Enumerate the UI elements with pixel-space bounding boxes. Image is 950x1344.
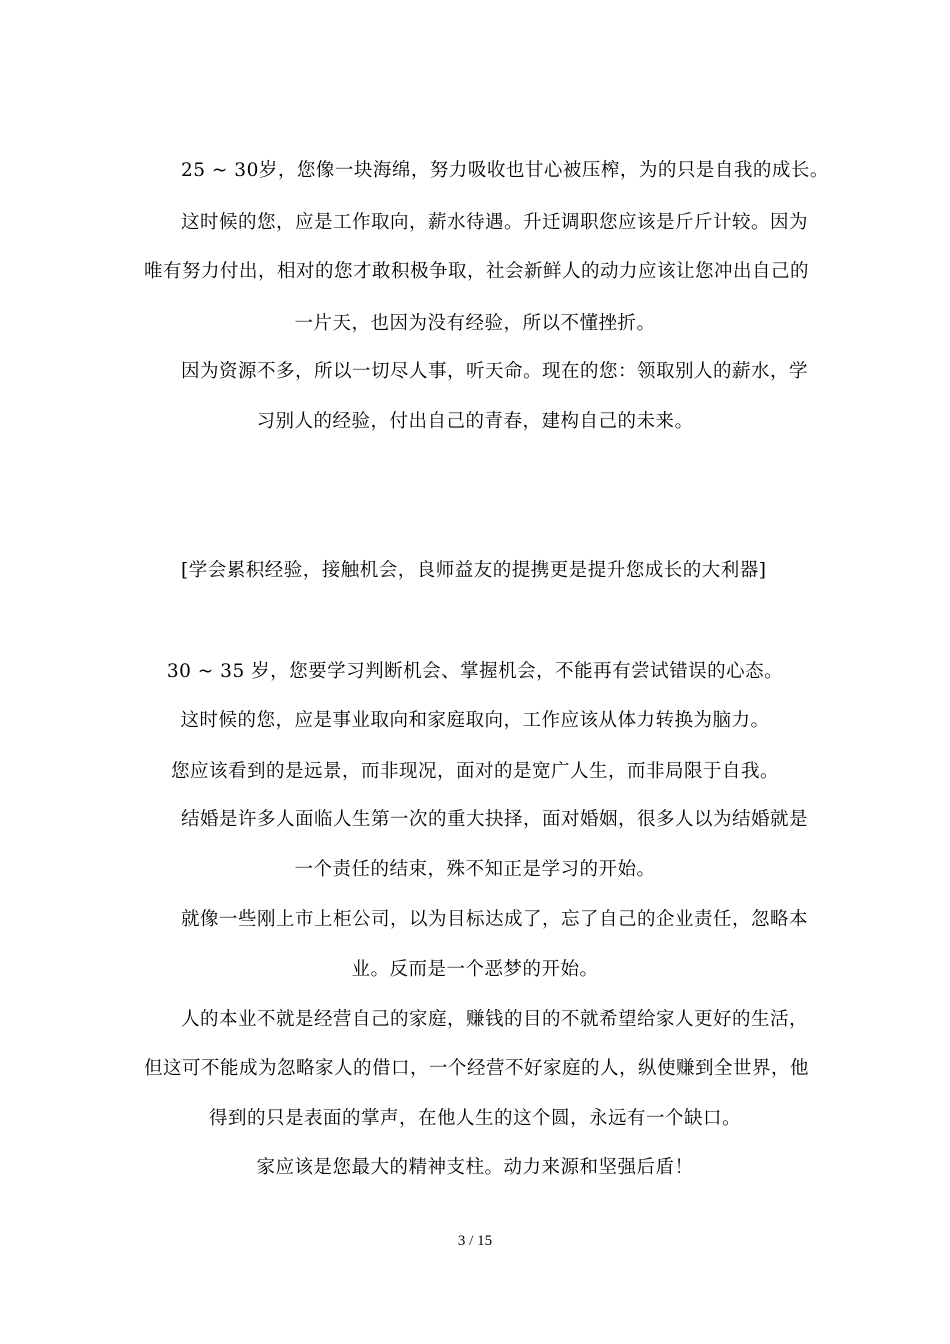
text-line: 得到的只是表面的掌声，在他人生的这个圆，永远有一个缺口。 <box>208 1108 741 1129</box>
text-line: 就像一些刚上市上柜公司，以为目标达成了，忘了自己的企业责任，忽略本 <box>181 909 809 930</box>
text-line: 唯有努力付出，相对的您才敢积极争取，社会新鲜人的动力应该让您冲出自己的 <box>144 261 810 282</box>
text-line: 人的本业不就是经营自己的家庭，赚钱的目的不就希望给家人更好的生活， <box>181 1009 809 1030</box>
text-line: 30 ~ 35 岁，您要学习判断机会、掌握机会，不能再有尝试错误的心态。 <box>166 661 784 682</box>
text-line: 一个责任的结束，殊不知正是学习的开始。 <box>294 859 656 880</box>
text-line: 您应该看到的是远景，而非现况，面对的是宽广人生，而非局限于自我。 <box>170 761 779 782</box>
text-line: 业。反而是一个恶梦的开始。 <box>351 959 599 980</box>
text-line: 25 ~ 30岁，您像一块海绵，努力吸收也甘心被压榨，为的只是自我的成长。 <box>181 160 829 181</box>
text-line: 结婚是许多人面临人生第一次的重大抉择，面对婚姻，很多人以为结婚就是 <box>181 809 809 830</box>
text-line: 这时候的您，应是工作取向，薪水待遇。升迁调职您应该是斤斤计较。因为 <box>181 212 809 233</box>
text-line: 习别人的经验，付出自己的青春，建构自己的未来。 <box>256 411 694 432</box>
text-line: 这时候的您，应是事业取向和家庭取向，工作应该从体力转换为脑力。 <box>180 710 770 731</box>
text-line: 家应该是您最大的精神支柱。动力来源和坚强后盾！ <box>256 1157 694 1178</box>
text-line: 但这可不能成为忽略家人的借口，一个经营不好家庭的人，纵使赚到全世界，他 <box>144 1058 810 1079</box>
text-line: 因为资源不多，所以一切尽人事，听天命。现在的您：领取别人的薪水，学 <box>181 361 809 382</box>
section-heading: [学会累积经验，接触机会，良师益友的提携更是提升您成长的大利器] <box>181 560 767 581</box>
text-line: 一片天，也因为没有经验，所以不懂挫折。 <box>294 313 656 334</box>
page-number: 3 / 15 <box>457 1233 493 1249</box>
